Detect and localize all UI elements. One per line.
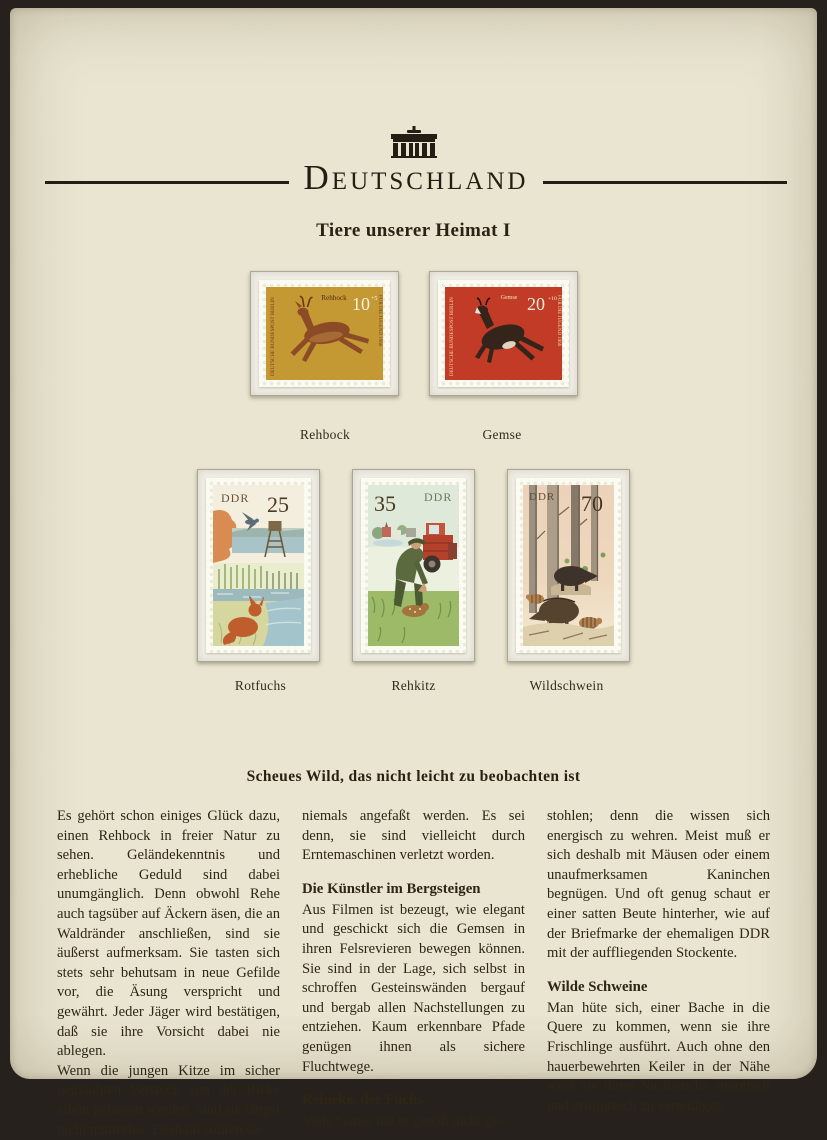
stamp-mount-wildschwein bbox=[507, 469, 630, 662]
stamp-label-wildschwein: Wildschwein bbox=[529, 678, 604, 693]
stamp-row-2 bbox=[10, 469, 817, 662]
stamp-label-gemse: Gemse bbox=[482, 427, 522, 442]
rehbock-caption: Rehbock bbox=[320, 294, 347, 302]
article-column-3 bbox=[547, 807, 770, 1140]
stamp-rehbock bbox=[259, 280, 390, 387]
gemse-inscription-right: FÜR DIE JUGEND 1966 bbox=[555, 295, 561, 347]
rotfuchs-country: DDR bbox=[221, 491, 250, 505]
article-heading: Scheues Wild, das nicht leicht zu beobachten ist bbox=[246, 768, 581, 785]
article-columns bbox=[57, 807, 770, 1140]
gemse-inscription-left: DEUTSCHE BUNDESPOST BERLIN bbox=[449, 297, 455, 376]
article-paragraph: Man hüte sich, einer Bache in die Quere zu kommen, wenn sie ihre Frischlinge ausführt. Auch ohne den hauerbewehrten Keiler in der Nähe weiß sie ihren Nachwuchs energisch und erfolgreich zu verteidigen. bbox=[547, 999, 770, 1114]
rehkitz-country: DDR bbox=[424, 490, 453, 504]
gemse-denomination: 20 bbox=[526, 294, 545, 314]
article-paragraph: Wenn die jungen Kitze im sicher geglaubten Versteck von der Ricke allein gelassen werden, sind sie längst nicht mutterlos. Deshalb sollten sie bbox=[57, 1062, 280, 1138]
stamp-mount-rehkitz bbox=[352, 469, 475, 662]
wildschwein-country: DDR bbox=[529, 491, 556, 503]
stamp-mount-rotfuchs bbox=[197, 469, 320, 662]
country-title: Deutschland bbox=[303, 158, 529, 197]
stamp-rotfuchs bbox=[206, 478, 311, 653]
gemse-surcharge: +10 bbox=[547, 296, 557, 302]
album-page bbox=[10, 8, 817, 1138]
rehbock-surcharge: +5 bbox=[370, 296, 377, 302]
stamp-labels-row-1 bbox=[10, 427, 817, 443]
article-paragraph: stohlen; denn die wissen sich energisch zu wehren. Meist muß er sich deshalb mit Mäusen oder einem unaufmerksamen Kaninchen begnügen. Und oft genug schaut er einer satten Beute hinterher, wie auf der Briefmarke der ehemaligen DDR mit der auffliegenden Stockente. bbox=[547, 808, 770, 962]
page-title: Tiere unserer Heimat I bbox=[316, 220, 511, 241]
stamp-rehkitz bbox=[361, 478, 466, 653]
article-subheading-fuchs: Reineke, der Fuchs bbox=[302, 1092, 423, 1109]
rehkitz-denomination: 35 bbox=[374, 491, 396, 516]
stamp-mount-gemse bbox=[429, 271, 578, 396]
stamp-mount-rehbock bbox=[250, 271, 399, 396]
article-paragraph: niemals angefaßt werden. Es sei denn, sie sind vielleicht durch Erntemaschinen verletzt worden. bbox=[302, 808, 525, 864]
stamp-label-rehkitz: Rehkitz bbox=[391, 678, 436, 693]
rehbock-inscription-left: DEUTSCHE BUNDESPOST BERLIN bbox=[270, 297, 276, 376]
stamp-label-rotfuchs: Rotfuchs bbox=[234, 678, 287, 693]
rehbock-inscription-right: FÜR DIE JUGEND 1966 bbox=[376, 295, 382, 347]
stamp-row-1 bbox=[10, 271, 817, 396]
header-rule-left bbox=[45, 181, 289, 184]
article-column-2 bbox=[302, 807, 525, 1140]
header-rule-right bbox=[543, 181, 787, 184]
brandenburg-gate-icon bbox=[10, 126, 817, 158]
article-subheading-schweine: Wilde Schweine bbox=[547, 978, 648, 995]
rotfuchs-denomination: 25 bbox=[267, 492, 289, 517]
article-column-1 bbox=[57, 807, 280, 1140]
stamp-wildschwein bbox=[516, 478, 621, 653]
article-paragraph: Aus Filmen ist bezeugt, wie elegant und geschickt sich die Gemsen in ihren Felsrevieren bewegen können. Sie sind in der Lage, sich selbst in schroffen Gesteinswänden bergauf und bergab allen Nachstellungen zu entziehen. Kaum erkennbare Pfade genügen ihnen als sichere Fluchtwege. bbox=[302, 901, 525, 1075]
article-paragraph: Es gehört schon einiges Glück dazu, einen Rehbock in freier Natur zu sehen. Geländekenntnis und erhebliche Geduld sind dabei unumgänglich. Denn obwohl Rehe auch tagsüber auf Äckern äsen, die an Waldränder anschließen, sind sie äußerst aufmerksam. Sie tasten sich stets sehr behutsam in neue Gefilde vor, die Äsung verspricht und gewährt. Jeder Jäger wird bestätigen, daß sie ihre Vorsicht dabei nie ablegen. bbox=[57, 808, 280, 1060]
stamp-gemse bbox=[438, 280, 569, 387]
rehbock-denomination: 10 bbox=[351, 294, 370, 314]
article-subheading-gemsen: Die Künstler im Bergsteigen bbox=[302, 880, 481, 897]
stamp-label-rehbock: Rehbock bbox=[299, 427, 351, 442]
wildschwein-denomination: 70 bbox=[581, 491, 603, 516]
gemse-caption: Gemse bbox=[500, 295, 517, 301]
header bbox=[45, 158, 787, 198]
article-paragraph: Viele Gänse hat er gewiß nicht ge- bbox=[302, 1113, 504, 1130]
stamp-labels-row-2 bbox=[10, 678, 817, 694]
